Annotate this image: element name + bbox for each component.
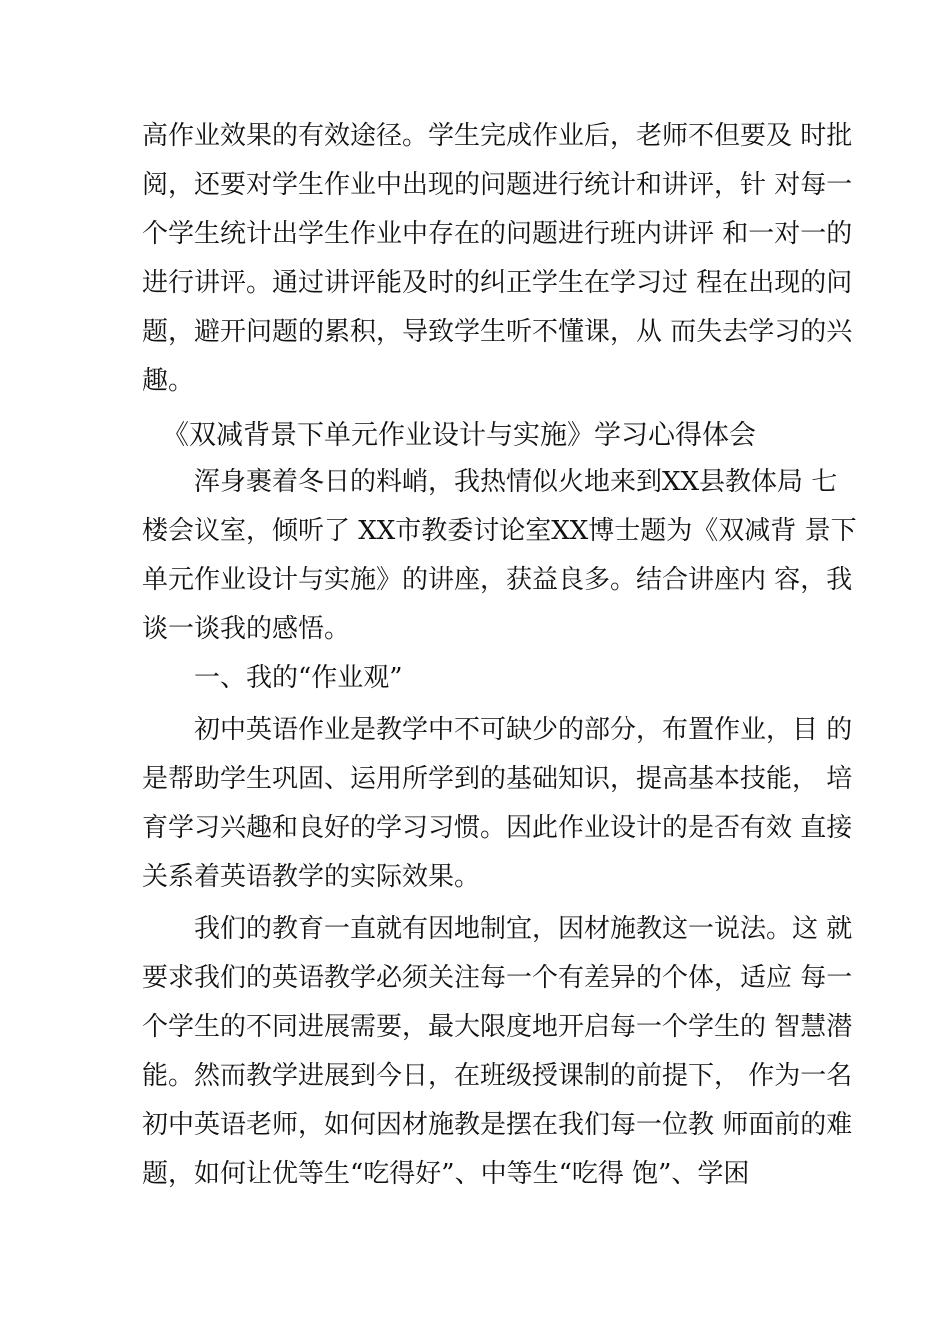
text-line: 育学习兴趣和良好的学习习惯。因此作业设计的是否有效 直接 [142, 813, 853, 843]
text-line: 单元作业设计与实施》的讲座，获益良多。结合讲座内 容，我 [142, 565, 853, 595]
text-line: 是帮助学生巩固、运用所学到的基础知识，提高基本技能， 培 [142, 764, 853, 794]
text-line: 能。然而教学进展到今日，在班级授课制的前提下， 作为一名 [142, 1061, 853, 1091]
text-line: 谈一谈我的感悟。 [142, 614, 351, 644]
text-line: 个学生的不同进展需要，最大限度地开启每一个学生的 智慧潜 [142, 1012, 853, 1042]
text-line: 题，如何让优等生“吃得好”、中等生“吃得 饱”、学困 [142, 1159, 750, 1189]
text-line: 进行讲评。通过讲评能及时的纠正学生在学习过 程在出现的问 [142, 268, 853, 298]
text-line: 关系着英语教学的实际效果。 [142, 862, 481, 892]
section-title: 《双减背景下单元作业设计与实施》学习心得体会 [162, 420, 756, 451]
text-line: 个学生统计出学生作业中存在的问题进行班内讲评 和一对一的 [142, 219, 853, 249]
paragraph-first-line: 初中英语作业是教学中不可缺少的部分，布置作业，目 的 [194, 715, 853, 745]
paragraph-first-line: 我们的教育一直就有因地制宜，因材施教这一说法。这 就 [194, 914, 853, 944]
text-line: 要求我们的英语教学必须关注每一个有差异的个体，适应 每一 [142, 963, 853, 993]
text-line: 阅，还要对学生作业中出现的问题进行统计和讲评，针 对每一 [142, 170, 853, 200]
text-line: 楼会议室，倾听了 XX市教委讨论室XX博士题为《双减背 景下 [142, 516, 857, 546]
text-line: 题，避开问题的累积，导致学生听不懂课，从 而失去学习的兴 [142, 317, 853, 347]
paragraph-first-line: 浑身裹着冬日的料峭，我热情似火地来到XX县教体局 七 [194, 467, 838, 497]
text-line: 趣。 [142, 366, 195, 396]
text-line: 初中英语老师，如何因材施教是摆在我们每一位教 师面前的难 [142, 1110, 853, 1140]
text-line: 高作业效果的有效途径。学生完成作业后，老师不但要及 时批 [142, 121, 853, 151]
subheading: 一、我的“作业观” [194, 663, 403, 693]
